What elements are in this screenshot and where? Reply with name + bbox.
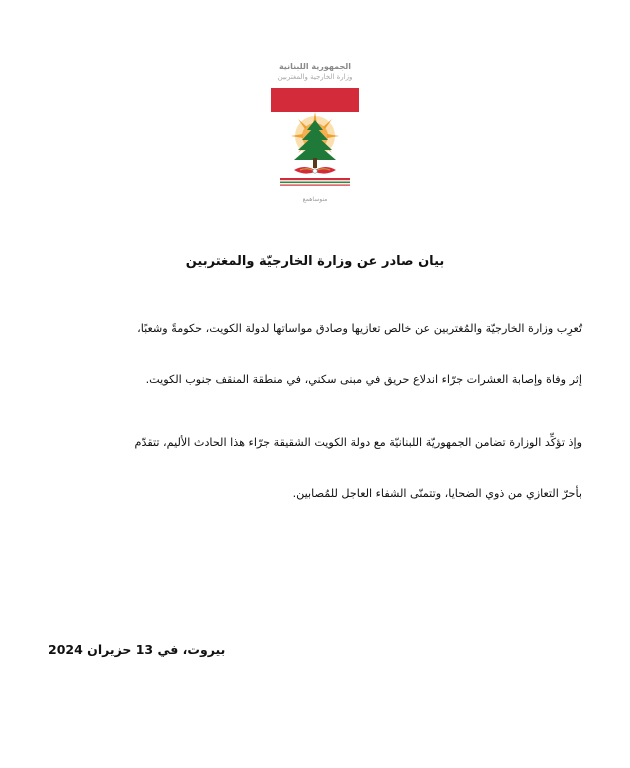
statement-title: بيان صادر عن وزارة الخارجيّة والمغتربين bbox=[185, 254, 445, 269]
statement-line-1: تُعرِب وزارة الخارجيّة والمُغتربين عن خالص تعازيها وصادق مواساتها لدولة الكويت، حكومةً وشعبًا، bbox=[137, 322, 582, 335]
ministry-logo bbox=[264, 58, 366, 206]
statement-line-3: وإذ تؤكِّد الوزارة تضامن الجمهوريّة اللبنانيّة مع دولة الكويت الشقيقة جرّاء هذا الحادث الأليم، تتقدّم bbox=[134, 436, 582, 449]
statement-date: بيروت، في 13 حزيران 2024 bbox=[48, 642, 226, 657]
logo-republic-text: الجمهورية اللبنانية bbox=[278, 62, 352, 71]
statement-line-2: إثر وفاة وإصابة العشرات جرّاء اندلاع حريق في مبنى سكني، في منطقة المنقف جنوب الكويت. bbox=[145, 373, 582, 386]
cedar-emblem-icon bbox=[264, 84, 366, 196]
statement-line-4: بأحرّ التعازي من ذوي الضحايا، وتتمنّى الشفاء العاجل للمُصابين. bbox=[292, 487, 582, 500]
flag-band bbox=[271, 88, 359, 112]
logo-motto-text: منوساهمع bbox=[302, 196, 328, 203]
logo-ministry-text: وزارة الخارجية والمغتربين bbox=[277, 73, 353, 81]
